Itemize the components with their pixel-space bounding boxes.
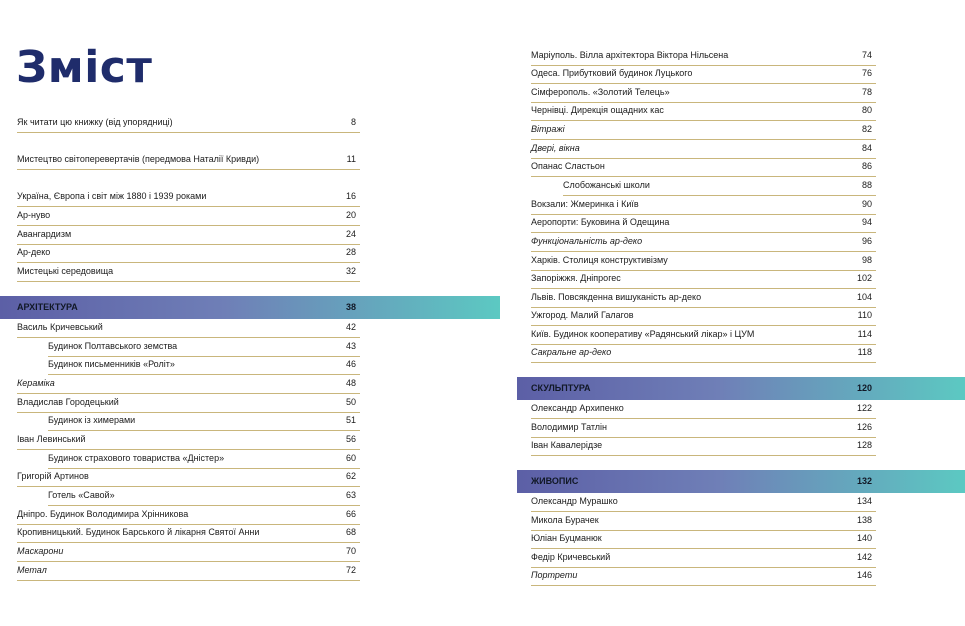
toc-entry[interactable] [531,512,876,531]
toc-entry-title: Сакральне ар-деко [531,347,612,357]
toc-entry-title: Іван Левинський [17,434,86,444]
toc-entry-page: 94 [861,217,872,227]
toc-entry-title: Іван Кавалерідзе [531,440,603,450]
toc-entry[interactable] [531,289,876,308]
toc-subentry[interactable] [48,487,360,506]
toc-subentry[interactable] [48,412,360,431]
toc-entry-title: Україна, Європа і світ між 1880 і 1939 роками [17,191,207,201]
toc-entry-title: Кропивницький. Будинок Барського й лікарня Святої Анни [17,527,260,537]
toc-entry[interactable] [531,84,876,103]
toc-entry-page: 60 [345,453,356,463]
toc-entry[interactable] [531,437,876,456]
toc-entry[interactable] [531,233,876,252]
toc-entry-page: 88 [861,180,872,190]
toc-entry-title: Львів. Повсякденна вишуканість ар-деко [531,292,702,302]
toc-entry[interactable] [17,562,360,581]
toc-entry[interactable] [531,567,876,586]
toc-entry-title: Мистецькі середовища [17,266,114,276]
toc-entry-title: Функціональність ар-деко [531,236,643,246]
toc-entry-page: 134 [856,496,872,506]
toc-entry[interactable] [531,102,876,121]
toc-entry-title: Ар-нуво [17,210,51,220]
toc-entry[interactable] [17,543,360,562]
toc-entry-title: Юліан Буцманюк [531,533,602,543]
toc-entry-page: 86 [861,161,872,171]
toc-entry-page: 20 [345,210,356,220]
toc-entry-page: 146 [856,570,872,580]
toc-entry[interactable] [17,506,360,525]
toc-entry-title: Дніпро. Будинок Володимира Хрінникова [17,509,189,519]
toc-entry[interactable] [17,188,360,207]
toc-entry-title: Запоріжжя. Дніпрогес [531,273,621,283]
toc-entry-page: 42 [345,322,356,332]
toc-entry-title: Як читати цю книжку (від упорядниці) [17,117,173,127]
toc-entry-title: Двері, вікна [531,143,580,153]
toc-entry[interactable] [531,196,876,215]
toc-entry[interactable] [531,214,876,233]
toc-entry[interactable] [531,140,876,159]
toc-entry-page: 122 [856,403,872,413]
toc-entry-title: Ар-деко [17,247,51,257]
toc-entry[interactable] [531,530,876,549]
toc-entry-page: 46 [345,359,356,369]
toc-entry-title: Вокзали: Жмеринка і Київ [531,199,639,209]
toc-entry[interactable] [531,419,876,438]
toc-entry-page: 32 [345,266,356,276]
toc-entry-page: 66 [345,509,356,519]
toc-entry-page: 24 [345,229,356,239]
section-title: ЖИВОПИС [531,476,579,486]
section-page: 132 [857,476,873,486]
toc-entry-title: Владислав Городецький [17,397,119,407]
toc-entry-page: 98 [861,255,872,265]
toc-entry[interactable] [531,270,876,289]
toc-entry[interactable] [531,549,876,568]
toc-entry-page: 63 [345,490,356,500]
toc-entry-page: 80 [861,105,872,115]
toc-entry-page: 50 [345,397,356,407]
toc-entry-page: 126 [856,422,872,432]
toc-entry[interactable] [531,252,876,271]
toc-entry-title: Ужгород. Малий Галагов [531,310,634,320]
toc-entry-title: Олександр Архипенко [531,403,624,413]
toc-entry-page: 16 [345,191,356,201]
toc-entry-title: Авангардизм [17,229,72,239]
toc-entry-title: Микола Бурачек [531,515,599,525]
toc-entry-page: 138 [856,515,872,525]
toc-entry-page: 102 [856,273,872,283]
toc-entry-page: 128 [856,440,872,450]
toc-entry-title: Київ. Будинок кооперативу «Радянський лікар» і ЦУМ [531,329,755,339]
toc-entry-page: 84 [861,143,872,153]
section-title: СКУЛЬПТУРА [531,383,591,393]
toc-entry-title: Кераміка [17,378,55,388]
section-header-painting[interactable] [517,470,965,493]
toc-entry[interactable] [531,307,876,326]
toc-entry[interactable] [531,493,876,512]
toc-entry-page: 72 [345,565,356,575]
toc-entry[interactable] [17,524,360,543]
toc-entry[interactable] [17,431,360,450]
toc-entry[interactable] [531,65,876,84]
toc-subentry[interactable] [48,450,360,469]
toc-entry-title: Маріуполь. Вілла архітектора Віктора Нільсена [531,50,729,60]
toc-entry-title: Одеса. Прибутковий будинок Луцького [531,68,693,78]
toc-entry-title: Слобожанські школи [563,180,650,190]
toc-entry-page: 28 [345,247,356,257]
toc-entry[interactable] [531,47,876,66]
toc-entry[interactable] [17,375,360,394]
toc-entry-title: Олександр Мурашко [531,496,618,506]
toc-entry-title: Портрети [531,570,578,580]
toc-entry-title: Маскарони [17,546,64,556]
toc-entry-title: Аеропорти: Буковина й Одещина [531,217,670,227]
toc-entry-page: 82 [861,124,872,134]
toc-subentry[interactable] [48,338,360,357]
toc-entry-page: 140 [856,533,872,543]
toc-entry-page: 76 [861,68,872,78]
toc-entry[interactable] [17,207,360,226]
toc-subentry[interactable] [563,177,876,196]
toc-entry-title: Григорій Артинов [17,471,89,481]
toc-entry[interactable] [17,244,360,263]
toc-entry-title: Опанас Сластьон [531,161,605,171]
toc-entry-page: 68 [345,527,356,537]
toc-entry-page: 142 [856,552,872,562]
toc-entry-page: 104 [856,292,872,302]
toc-entry-title: Будинок письменників «Роліт» [48,359,175,369]
toc-entry-page: 74 [861,50,872,60]
toc-entry-title: Харків. Столиця конструктивізму [531,255,668,265]
toc-entry-page: 114 [857,329,872,339]
toc-entry-title: Володимир Татлін [531,422,608,432]
toc-entry-title: Сімферополь. «Золотий Телець» [531,87,670,97]
toc-entry[interactable] [17,114,360,133]
toc-entry-page: 48 [345,378,356,388]
toc-entry[interactable] [17,394,360,413]
toc-entry[interactable] [17,468,360,487]
section-header-architecture[interactable] [0,296,500,319]
toc-entry-title: Будинок страхового товариства «Дністер» [48,453,225,463]
toc-entry-page: 110 [857,310,872,320]
toc-entry-title: Будинок Полтавського земства [48,341,178,351]
toc-subentry[interactable] [48,356,360,375]
toc-entry-title: Мистецтво світоперевертачів (передмова Наталії Кривди) [17,154,260,164]
toc-entry-page: 70 [345,546,356,556]
toc-entry-page: 51 [345,415,356,425]
toc-entry-page: 43 [345,341,356,351]
toc-entry-title: Готель «Савой» [48,490,115,500]
toc-entry-title: Чернівці. Дирекція ощадних кас [531,105,664,115]
toc-entry[interactable] [531,344,876,363]
toc-entry-page: 118 [857,347,872,357]
toc-entry-page: 8 [350,117,356,127]
toc-entry-page: 62 [345,471,356,481]
page-title: Зміст [16,42,153,93]
toc-entry-title: Федір Кричевський [531,552,611,562]
toc-entry[interactable] [531,400,876,419]
toc-entry[interactable] [17,263,360,282]
toc-entry-title: Вітражі [531,124,565,134]
toc-entry[interactable] [17,319,360,338]
toc-entry-title: Василь Кричевський [17,322,103,332]
toc-entry[interactable] [531,326,876,345]
section-header-sculpture[interactable] [517,377,965,400]
section-page: 120 [857,383,873,393]
toc-entry-page: 11 [346,154,356,164]
toc-entry[interactable] [17,151,360,170]
toc-entry-title: Метал [17,565,47,575]
toc-entry[interactable] [531,121,876,140]
section-page: 38 [345,302,356,312]
toc-entry-page: 90 [861,199,872,209]
toc-entry[interactable] [17,226,360,245]
section-title: АРХІТЕКТУРА [17,302,78,312]
toc-entry-page: 56 [345,434,356,444]
toc-entry-title: Будинок із химерами [48,415,136,425]
toc-entry-page: 96 [861,236,872,246]
toc-entry[interactable] [531,158,876,177]
toc-entry-page: 78 [861,87,872,97]
